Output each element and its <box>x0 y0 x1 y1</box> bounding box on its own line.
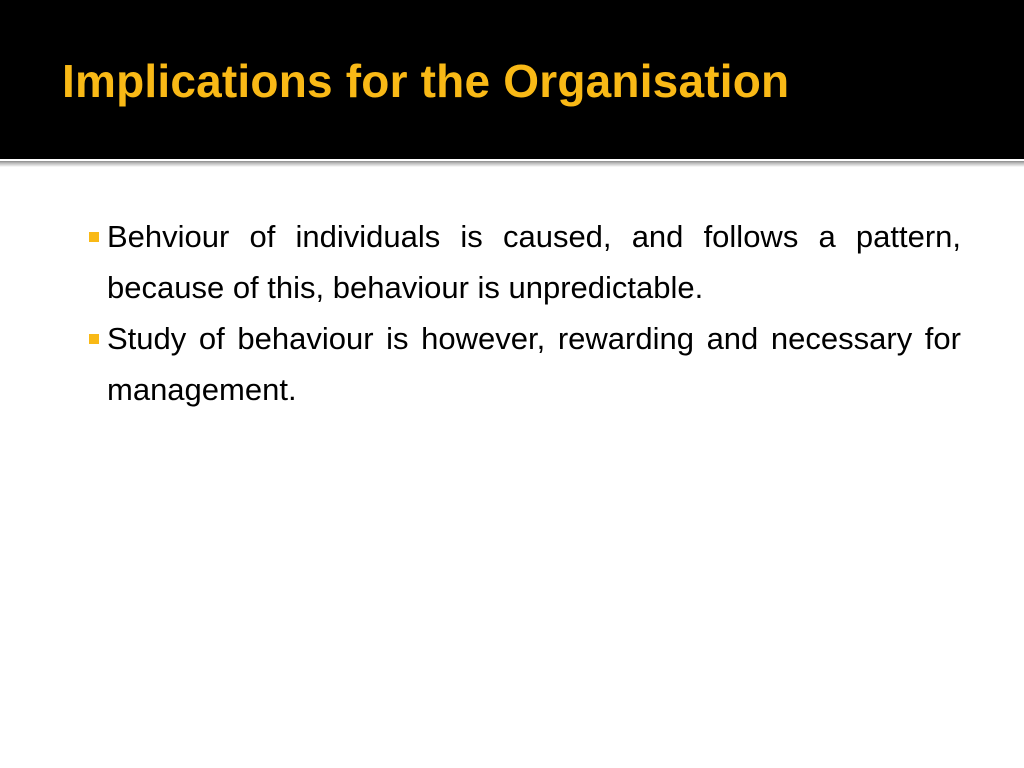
bullet-text: Behviour of individuals is caused, and follows a pattern, because of this, behaviour is unpredictable. <box>107 219 961 305</box>
square-bullet-icon <box>89 334 99 344</box>
bullet-item <box>88 313 961 415</box>
bullet-item <box>88 211 961 313</box>
bullet-text: Study of behaviour is however, rewarding and necessary for management. <box>107 321 961 407</box>
bullet-list <box>88 211 961 415</box>
slide-title: Implications for the Organisation <box>62 55 790 107</box>
title-bar <box>0 0 1024 159</box>
title-divider <box>0 159 1024 167</box>
square-bullet-icon <box>89 232 99 242</box>
